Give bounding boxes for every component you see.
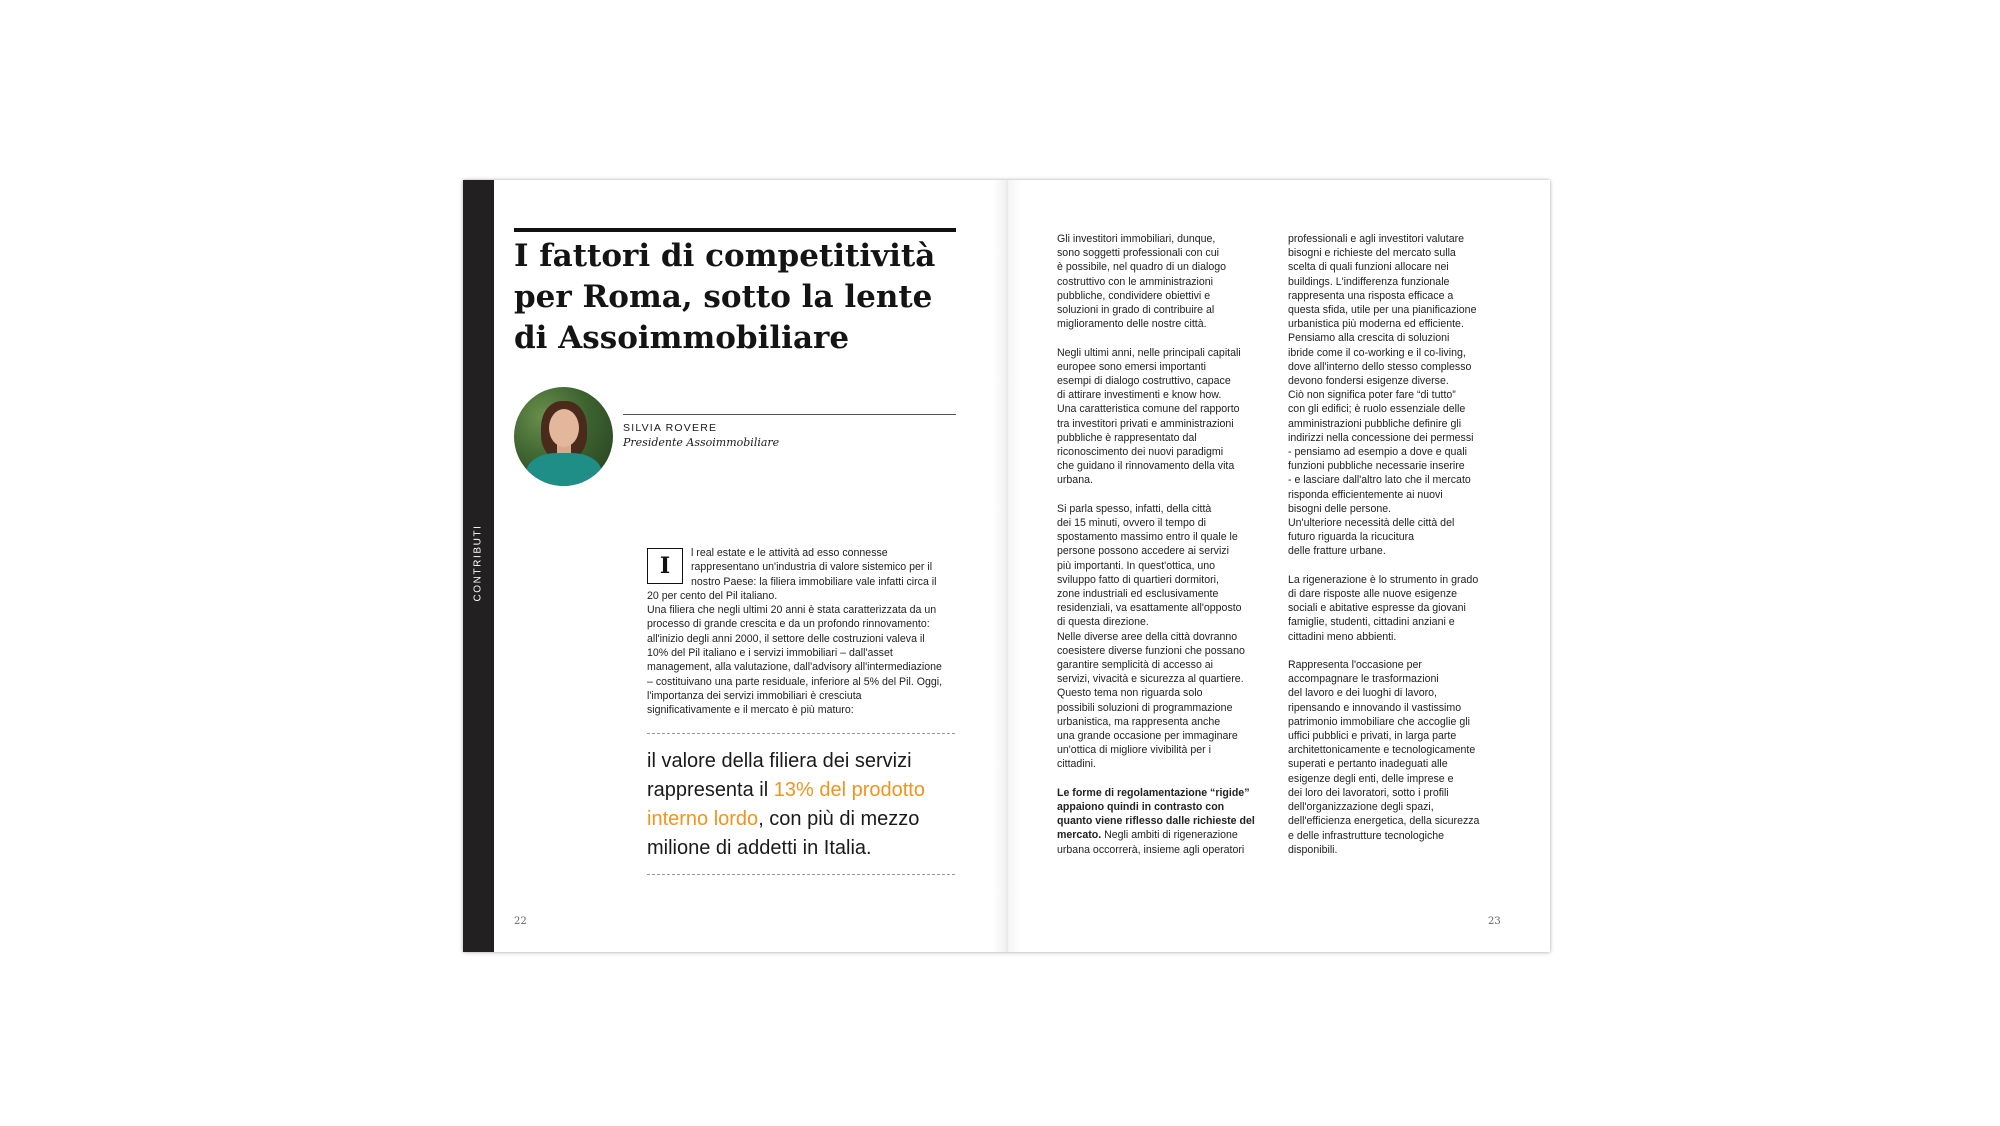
author-role: Presidente Assoimmobiliare (623, 436, 780, 449)
quote-text-start: il valore della filiera dei servizi rappresenta il (647, 750, 912, 801)
magazine-spread (463, 180, 1550, 952)
quote-text-end: , con più di mezzo milione di addetti in Italia. (647, 808, 920, 859)
section-label: CONTRIBUTI (472, 524, 484, 602)
quote-divider-bottom (647, 874, 955, 875)
quote-divider-top (647, 733, 955, 734)
right-page (1007, 180, 1550, 952)
page-number-left: 22 (514, 916, 527, 927)
drop-cap: I (647, 548, 683, 584)
intro-text: l real estate e le attività ad esso connesse rappresentano un'industria di valore sistemico per il nostro Paese: la filiera immobiliare vale infatti circa il 20 per cento del Pil italiano. Una filiera che negli ultimi 20 anni è stata caratterizzata da un processo di grande crescita e da un profondo rinnovamento: all'inizio degli anni 2000, il settore delle costruzioni valeva il 10% del Pil italiano e i servizi immobiliari – dall'asset management, alla valutazione, dall'advisory all'intermediazione – costituivano una parte residuale, inferiore al 5% del Pil. Oggi, l'importanza dei servizi immobiliari è cresciuta significativamente e il mercato è più maturo: (647, 547, 943, 717)
text-column-1 (1057, 232, 1267, 857)
author-rule (623, 414, 956, 415)
paragraph: Si parla spesso, infatti, della città dei 15 minuti, ovvero il tempo di spostamento massimo entro il quale le persone possono accedere ai servizi più importanti. In quest'ottica, uno sviluppo fatto di quartieri dormitori, zone industriali ed esclusivamente residenziali, va esattamente all'opposto di questa direzione. Nelle diverse aree della città dovranno coesistere diverse funzioni che possano garantire semplicità di accesso ai servizi, vivacità e sicurezza al quartiere. Questo tema non riguarda solo possibili soluzioni di programmazione urbanistica, ma rappresenta anche una grande occasione per immaginare un'ottica di migliore vivibilità per i cittadini. (1057, 502, 1245, 771)
quote-highlight: 13% del prodotto interno lordo (647, 779, 925, 830)
paragraph: Rappresenta l'occasione per accompagnare le trasformazioni del lavoro e dei luoghi di lavoro, ripensando e innovando il vastissimo patrimonio immobiliare che accoglie gli uffici pubblici e privati, in larga parte architettonicamente e tecnologicamente superati e pertanto inadeguati alle esigenze degli enti, delle imprese e dei loro dei lavoratori, sotto i profili dell'organizzazione degli spazi, dell'efficienza energetica, della sicurezza e delle infrastrutture tecnologiche disponibili. (1288, 659, 1480, 856)
page-number-right: 23 (1488, 916, 1501, 927)
section-band (463, 180, 494, 952)
pull-quote (647, 747, 967, 863)
text-column-2 (1288, 232, 1498, 857)
left-page (463, 180, 1007, 952)
paragraph: La rigenerazione è lo strumento in grado di dare risposte alle nuove esigenze sociali e abitative espresse da giovani famiglie, studenti, cittadini anziani e cittadini meno abbienti. (1288, 573, 1479, 643)
article-title: I fattori di competitività per Roma, sotto la lente di Assoimmobiliare (514, 238, 936, 356)
paragraph: Gli investitori immobiliari, dunque, sono soggetti professionali con cui è possibile, nel quadro di un dialogo costruttivo con le amministrazioni pubbliche, condividere obiettivi e soluzioni in grado di contribuire al miglioramento delle nostre città. (1057, 233, 1227, 331)
paragraph: Negli ultimi anni, nelle principali capitali europee sono emersi importanti esempi di dialogo costruttivo, capace di attirare investimenti e know how. Una caratteristica comune del rapporto tra investitori privati e amministrazioni pubbliche è rappresentato dal riconoscimento dei nuovi paradigmi che guidano il rinnovamento della vita urbana. (1057, 346, 1241, 487)
author-photo (514, 387, 613, 486)
title-rule (514, 228, 956, 232)
paragraph: professionali e agli investitori valutare bisogni e richieste del mercato sulla scelta di quali funzioni allocare nei buildings. L'indifferenza funzionale rappresenta una risposta efficace a questa sfida, utile per una pianificazione urbanistica più moderna ed efficiente. Pensiamo alla crescita di soluzioni ibride come il co-working e il co-living, dove all'interno dello stesso complesso devono fondersi esigenze diverse. Ciò non significa poter fare “di tutto” con gli edifici; è ruolo essenziale delle amministrazioni pubbliche definire gli indirizzi nella concessione dei permessi - pensiamo ad esempio a dove e quali funzioni pubbliche necessarie inserire - e lasciare dall'altro lato che il mercato risponda efficientemente ai nuovi bisogni delle persone. Un'ulteriore necessità delle città del futuro riguarda la ricucitura delle fratture urbane. (1288, 233, 1477, 558)
paragraph (1057, 786, 1267, 857)
body-text: Negli ambiti di rigenerazione urbana occorrerà, insieme agli operatori (1057, 829, 1245, 856)
intro-paragraph (647, 546, 947, 718)
author-name: SILVIA ROVERE (623, 422, 718, 434)
gutter (993, 180, 1021, 952)
emphasis-text: Le forme di regolamentazione “rigide” appaiono quindi in contrasto con quanto viene riflesso dalle richieste del mercato. (1057, 786, 1255, 842)
